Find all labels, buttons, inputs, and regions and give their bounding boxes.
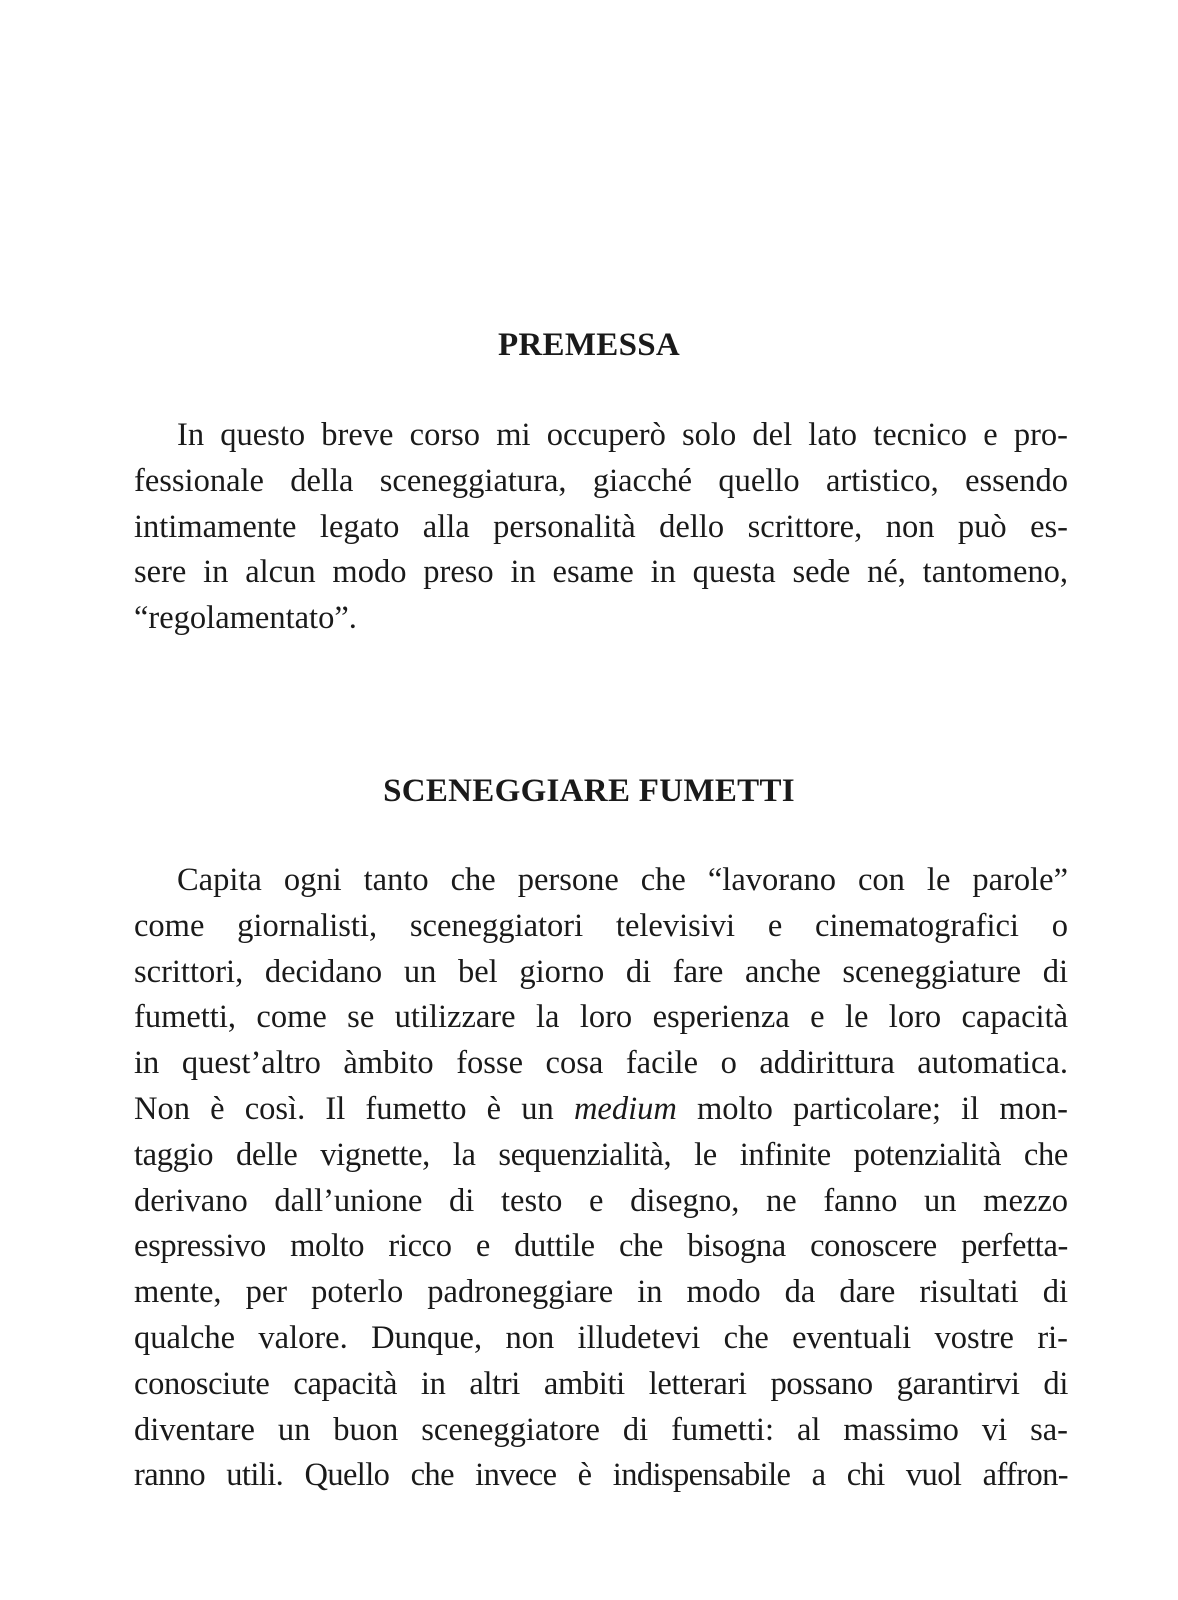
paragraph-sceneggiare-fumetti bbox=[134, 858, 1068, 1499]
paragraph-premessa bbox=[134, 413, 1068, 642]
text-line: qualche valore. Dunque, non illudetevi che eventuali vostre ri- bbox=[134, 1319, 1068, 1356]
text-line: derivano dall’unione di testo e disegno, ne fanno un mezzo bbox=[134, 1182, 1068, 1219]
text-line: taggio delle vignette, la sequenzialità, le infinite potenzialità che bbox=[134, 1136, 1068, 1173]
text-line: come giornalisti, sceneggiatori televisivi e cinematografici o bbox=[134, 907, 1068, 944]
text-line: fumetti, come se utilizzare la loro esperienza e le loro capacità bbox=[134, 999, 1068, 1036]
text-line: diventare un buon sceneggiatore di fumetti: al massimo vi sa- bbox=[134, 1411, 1068, 1448]
text-line: sere in alcun modo preso in esame in questa sede né, tantomeno, bbox=[134, 554, 1068, 591]
section-heading-premessa: PREMESSA bbox=[497, 327, 681, 363]
text-line: mente, per poterlo padroneggiare in modo da dare risultati di bbox=[134, 1274, 1068, 1311]
text-line: “regolamentato”. bbox=[134, 600, 357, 637]
text-segment: Non è così. Il fumetto è un bbox=[134, 1090, 574, 1127]
text-line: intimamente legato alla personalità dello scrittore, non può es- bbox=[134, 508, 1068, 545]
text-line: ranno utili. Quello che invece è indispensabile a chi vuol affron- bbox=[134, 1457, 1068, 1494]
text-line-with-emphasis bbox=[134, 1087, 1068, 1133]
emphasis-medium: medium bbox=[573, 1090, 677, 1127]
text-line: scrittori, decidano un bel giorno di fare anche sceneggiature di bbox=[134, 953, 1068, 990]
text-line: Capita ogni tanto che persone che “lavorano con le parole” bbox=[177, 862, 1068, 898]
text-line: espressivo molto ricco e duttile che bisogna conoscere perfetta- bbox=[134, 1228, 1068, 1265]
text-line: In questo breve corso mi occuperò solo del lato tecnico e pro- bbox=[177, 417, 1068, 453]
text-segment: molto particolare; il mon- bbox=[676, 1090, 1068, 1127]
section-heading-sceneggiare-fumetti: SCENEGGIARE FUMETTI bbox=[383, 773, 795, 809]
text-line: fessionale della sceneggiatura, giacché quello artistico, essendo bbox=[134, 462, 1068, 499]
text-line: conosciute capacità in altri ambiti letterari possano garantirvi di bbox=[134, 1365, 1068, 1402]
text-line: in quest’altro àmbito fosse cosa facile o addirittura automatica. bbox=[134, 1045, 1068, 1082]
